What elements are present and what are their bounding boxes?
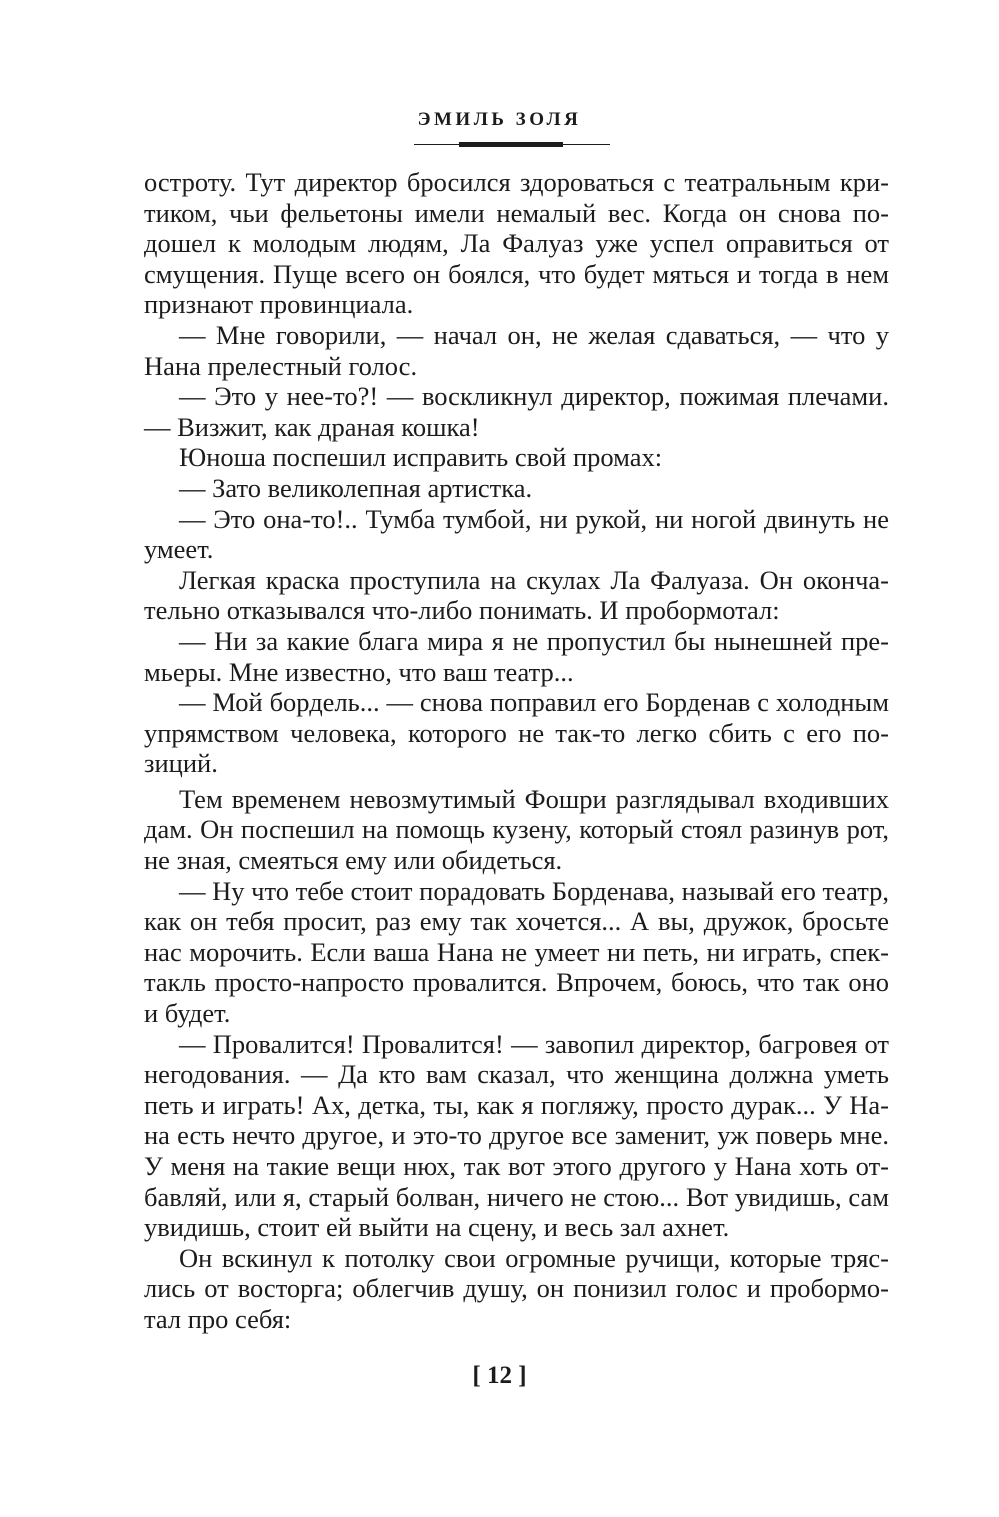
header-rule-thick — [459, 142, 563, 147]
paragraph: остроту. Тут директор бросился здороваться с театральным критиком, чьи фельетоны имели немалый вес. Когда он снова подошел к молодым людям, Ла Фалуаз уже успел оправиться от смущения. Пуще всего он боялся, что будет мяться и тогда в нем признают провинциала. — [144, 167, 889, 320]
paragraph: Он вскинул к потолку свои огромные ручищи, которые тряслись от восторга; облегчив душу, он понизил голос и пробормотал про себя: — [144, 1242, 889, 1334]
paragraph: Тем временем невозмутимый Фошри разглядывал входивших дам. Он поспешил на помощь кузену, который стоял разинув рот, не зная, смеяться ему или обидеться. — [144, 783, 889, 876]
header-rule — [414, 142, 610, 150]
paragraph: Юноша поспешил исправить свой промах: — [179, 442, 663, 473]
paragraph: — Зато великолепная артистка. — [179, 472, 533, 503]
paragraph: — Это она-то!.. Тумба тумбой, ни рукой, ни ногой двинуть не умеет. — [144, 503, 889, 565]
paragraph: Легкая краска проступила на скулах Ла Фалуаза. Он окончательно отказывался что-либо понимать. И пробормотал: — [144, 564, 889, 626]
page-number: [ 12 ] — [472, 1362, 527, 1389]
paragraph: — Ну что тебе стоит порадовать Борденава, называй его театр, как он тебя просит, раз ему так хочется... А вы, дружок, бросьте нас морочить. Если ваша Нана не умеет ни петь, ни играть, спектакль просто-напросто провалится. Впрочем, боюсь, что так оно и будет. — [144, 875, 889, 1029]
paragraph: — Мне говорили, — начал он, не желая сдаваться, — что у Нана прелестный голос. — [144, 319, 889, 381]
author-name: ЭМИЛЬ ЗОЛЯ — [417, 109, 582, 130]
running-head — [0, 108, 999, 132]
paragraph: — Ни за какие блага мира я не пропустил бы нынешней премьеры. Мне известно, что ваш театр... — [144, 625, 889, 687]
paragraph: — Мой бордель... — снова поправил его Борденав с холодным упрямством человека, которого не так-то легко сбить с его позиций. — [144, 687, 889, 779]
paragraph: — Это у нее-то?! — воскликнул директор, пожимая плечами. — Визжит, как драная кошка! — [144, 381, 889, 442]
paragraph: — Провалится! Провалится! — завопил директор, багровея от негодования. — Да кто вам сказал, что женщина должна уметь петь и играть! Ах, детка, ты, как я погляжу, просто дурак... У Нана есть нечто другое, и это-то другое все заменит, уж поверь мне. У меня на такие вещи нюх, так вот этого другого у Нана хоть отбавляй, или я, старый болван, ничего не стою... Вот увидишь, сам увидишь, стоит ей выйти на сцену, и весь зал ахнет. — [144, 1028, 889, 1243]
body-text — [144, 167, 889, 1335]
